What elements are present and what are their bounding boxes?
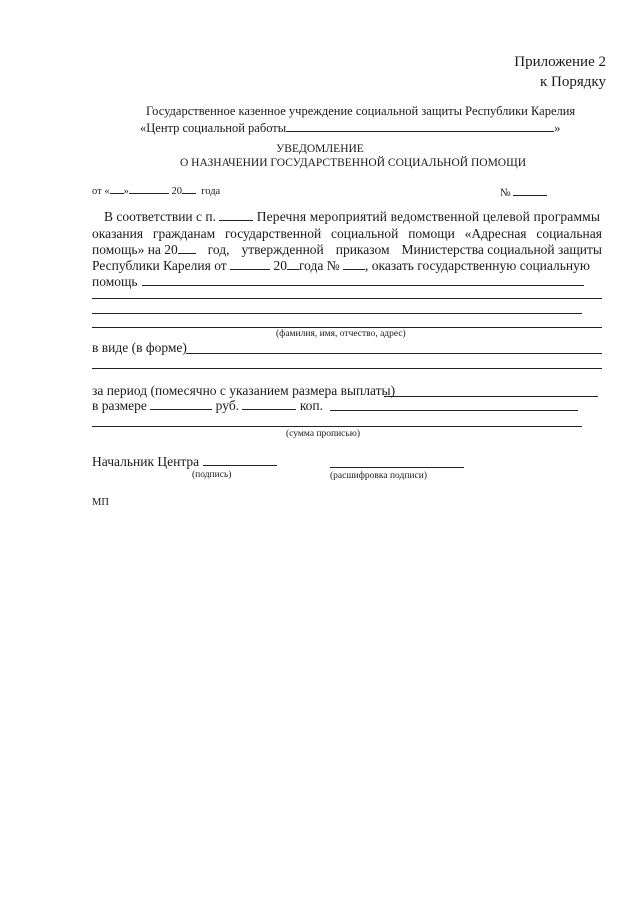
body-text: В соответствии с п.: [104, 209, 217, 224]
date-close-quote: »: [123, 186, 129, 197]
body-text: Республики Карелия от: [92, 258, 227, 273]
body-line-2: [92, 226, 602, 242]
signature-row: [92, 454, 277, 470]
program-year-blank: [178, 242, 196, 254]
body-segment: [92, 242, 196, 258]
amount-row: [92, 398, 323, 414]
order-year-blank: [287, 258, 299, 270]
number-field: [500, 184, 547, 199]
body-word: утвержденной: [241, 242, 324, 257]
period-blank: [384, 396, 598, 397]
body-word: гражданам: [152, 226, 216, 241]
appendix-line-1: Приложение 2: [514, 54, 606, 70]
form-blank-1: [186, 353, 602, 354]
signature-decode-blank: [330, 467, 464, 468]
order-number-blank: [343, 258, 365, 270]
caption-fio: (фамилия, имя, отчество, адрес): [276, 329, 406, 339]
body-line-1: [104, 209, 600, 225]
body-word: приказом: [335, 242, 390, 257]
body-line-5: [92, 274, 138, 290]
caption-decode: (расшифровка подписи): [330, 471, 427, 481]
body-word: государственной: [224, 226, 322, 241]
recipient-blank-3: [92, 313, 582, 314]
kop-blank: [242, 398, 296, 410]
amount-words-blank-1: [330, 410, 578, 411]
title-line-1: УВЕДОМЛЕНИЕ: [276, 143, 364, 155]
institution-center-line: [140, 120, 560, 136]
kop-label: коп.: [299, 398, 324, 413]
body-word: год,: [207, 242, 230, 257]
institution-name: Государственное казенное учреждение социальной защиты Республики Карелия: [146, 104, 576, 118]
body-word: «Адресная: [464, 226, 527, 241]
date-from-label: от «: [92, 186, 110, 197]
body-text: 20: [273, 258, 287, 273]
recipient-blank-2: [92, 298, 602, 299]
body-text: , оказать государственную социальную: [365, 258, 590, 273]
body-text: Перечня мероприятий ведомственной целевой программы: [256, 209, 601, 224]
year-blank: [182, 182, 196, 194]
amount-words-blank-2: [92, 426, 582, 427]
stamp-label: МП: [92, 497, 109, 508]
body-word: оказания: [92, 226, 144, 241]
period-label: за период (помесячно с указанием размера выплаты): [92, 383, 396, 398]
appendix-line-2: к Порядку: [540, 74, 606, 90]
title-line-2: О НАЗНАЧЕНИИ ГОСУДАРСТВЕННОЙ СОЦИАЛЬНОЙ ПОМОЩИ: [180, 157, 527, 169]
rub-blank: [150, 398, 212, 410]
recipient-blank-1: [142, 285, 584, 286]
clause-blank: [219, 209, 253, 221]
month-blank: [129, 182, 169, 194]
center-name-blank: [286, 120, 554, 132]
amount-label: в размере: [92, 398, 147, 413]
signature-blank: [203, 454, 277, 466]
body-text: помощь» на 20: [92, 242, 178, 257]
year-prefix: 20: [171, 186, 182, 197]
number-blank: [513, 184, 547, 196]
form-label: в виде (в форме): [92, 340, 187, 355]
body-word: социальная: [536, 226, 602, 241]
body-word: Министерства социальной защиты: [401, 242, 602, 257]
form-blank-2: [92, 368, 602, 369]
order-date-blank: [230, 258, 270, 270]
body-line-4: [92, 258, 590, 274]
recipient-blank-4: [92, 327, 602, 328]
institution-center-suffix: »: [554, 121, 561, 135]
signature-position: Начальник Центра: [92, 454, 200, 469]
body-word: социальной: [330, 226, 399, 241]
year-suffix: года: [201, 186, 221, 197]
institution-center-prefix: «Центр социальной работы: [140, 121, 287, 135]
caption-sign: (подпись): [192, 470, 232, 480]
caption-sum: (сумма прописью): [286, 429, 360, 439]
body-line-3: [92, 242, 602, 258]
day-blank: [110, 182, 124, 194]
body-word: помощи: [408, 226, 455, 241]
rub-label: руб.: [215, 398, 240, 413]
date-row: [92, 182, 220, 197]
number-sign: №: [500, 187, 511, 199]
body-text: года №: [298, 258, 340, 273]
body-text: помощь: [92, 274, 138, 289]
